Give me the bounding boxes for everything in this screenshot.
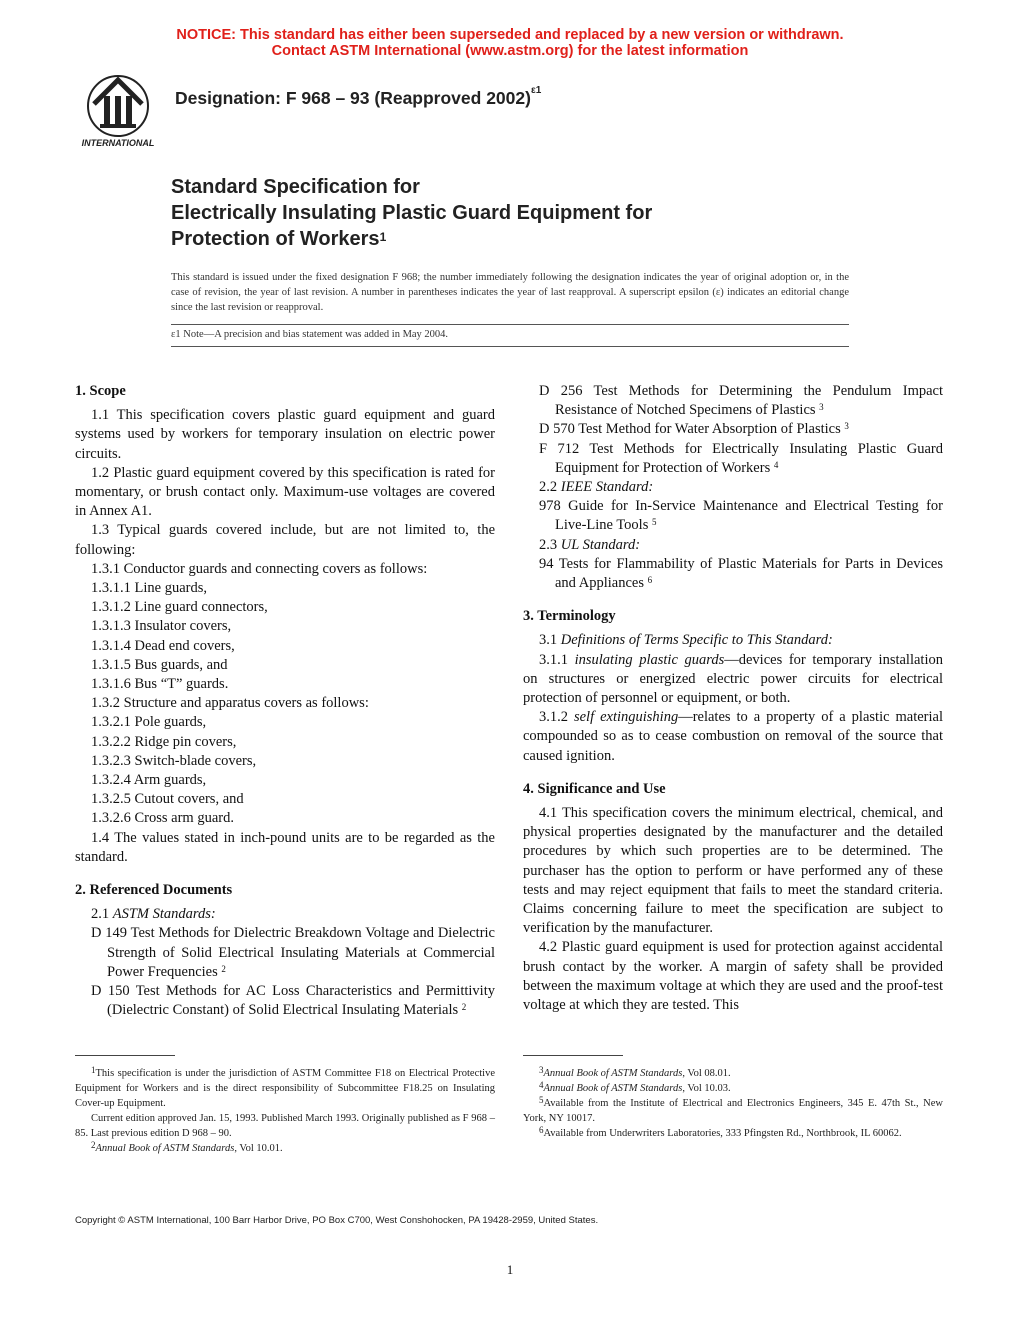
document-title — [171, 174, 871, 252]
reference-d149: D 149 Test Methods for Dielectric Breakdown Voltage and Dielectric Strength of Solid Electrical Insulating Materials at Commercial Power Frequencies $^2$ — [91, 925, 495, 980]
list-item: 1.3.2.2 Ridge pin covers, — [91, 733, 237, 750]
footnotes-left — [75, 1066, 495, 1156]
section-heading-referenced-documents: 2. Referenced Documents — [75, 882, 233, 899]
list-item: 1.3.2 Structure and apparatus covers as follows: — [91, 695, 369, 712]
list-item: 1.3.2.1 Pole guards, — [91, 714, 207, 731]
reference-d150: D 150 Test Methods for AC Loss Characteristics and Permittivity (Dielectric Constant) of Solid Electrical Insulating Materials $^2$ — [91, 983, 495, 1019]
footnote-rule — [75, 1055, 175, 1056]
list-item: 1.3.1.5 Bus guards, and — [91, 656, 228, 673]
para-3-1: 3.1 Definitions of Terms Specific to This Standard: — [539, 632, 833, 649]
astm-logo — [74, 74, 162, 154]
list-item: 1.3.2.3 Switch-blade covers, — [91, 752, 257, 769]
reference-f712: F 712 Test Methods for Electrically Insulating Plastic Guard Equipment for Protection of Workers $^4$ — [539, 440, 943, 476]
right-column — [523, 382, 943, 1015]
title-line-2: Electrically Insulating Plastic Guard Equipment for — [171, 202, 653, 224]
footnote-2: 2Annual Book of ASTM Standards, Vol 10.01. — [91, 1140, 283, 1154]
superseded-notice — [0, 27, 1020, 59]
copyright-line: Copyright © ASTM International, 100 Barr Harbor Drive, PO Box C700, West Conshohocken, PA 19428-2959, United States. — [75, 1215, 599, 1226]
list-item: 1.3.1 Conductor guards and connecting covers as follows: — [91, 560, 428, 577]
editorial-note: ε1 Note—A precision and bias statement was added in May 2004. — [171, 329, 449, 340]
designation — [175, 85, 542, 109]
para-2-2: 2.2 IEEE Standard: — [539, 479, 654, 496]
list-item: 1.3.1.6 Bus “T” guards. — [91, 676, 229, 693]
title-line-3: Protection of Workers$^1$ — [171, 228, 387, 250]
para-4-1: 4.1 This specification covers the minimum electrical, chemical, and physical properties designated by the manufacturer and the detailed procedures by which such properties are to be determined. The purchaser has the option to perform or have performed any of these tests and may reject equipment that fails to meet the standard criteria. Claims concerning failure to meet the specification are subject to verification by the manufacturer. — [523, 805, 943, 937]
footnote-1: 1This specification is under the jurisdiction of ASTM Committee F18 on Electrical Protective Equipment for Workers and is the direct responsibility of Subcommittee F18.25 on Insulating Cover-up Equipment. — [75, 1065, 495, 1109]
reference-d256: D 256 Test Methods for Determining the Pendulum Impact Resistance of Notched Specimens of Plastics $^3$ — [539, 383, 943, 419]
reference-d570: D 570 Test Method for Water Absorption of Plastics $^3$ — [539, 421, 849, 438]
footnote-4: 4Annual Book of ASTM Standards, Vol 10.03. — [539, 1080, 731, 1094]
section-heading-terminology: 3. Terminology — [523, 608, 616, 625]
list-item: 1.3.1.1 Line guards, — [91, 580, 207, 597]
footnote-3: 3Annual Book of ASTM Standards, Vol 08.01. — [539, 1065, 731, 1079]
list-item: 1.3.1.3 Insulator covers, — [91, 618, 232, 635]
para-2-3: 2.3 UL Standard: — [539, 536, 641, 553]
left-column — [75, 382, 495, 1021]
footnote-6: 6Available from Underwriters Laboratories, 333 Pfingsten Rd., Northbrook, IL 60062. — [539, 1125, 902, 1139]
footnote-1-edition: Current edition approved Jan. 15, 1993. Published March 1993. Originally published as F 968 – 85. Last previous edition D 968 – 90. — [75, 1113, 495, 1139]
designation-text: Designation: F 968 – 93 (Reapproved 2002) — [175, 88, 531, 108]
para-1-1: 1.1 This specification covers plastic guard equipment and guard systems used by workers for temporary insulation on electric power circuits. — [75, 407, 495, 462]
divider — [171, 324, 849, 325]
list-item: 1.3.2.4 Arm guards, — [91, 772, 207, 789]
footnotes-right — [523, 1066, 943, 1141]
para-1-3: 1.3 Typical guards covered include, but are not limited to, the following: — [75, 522, 495, 558]
reference-ieee-978: 978 Guide for In-Service Maintenance and Electrical Testing for Live-Line Tools $^5$ — [539, 498, 943, 534]
para-3-1-1: 3.1.1 insulating plastic guards—devices for temporary installation on structures or energized electric power circuits for electrical protection of personnel or equipment, or both. — [523, 651, 943, 707]
para-4-2: 4.2 Plastic guard equipment is used for protection against accidental brush contact by the worker. A margin of safety shall be provided between the maximum voltage at which they are used and the proof-test voltage at which they are tested. This — [523, 939, 943, 1014]
para-1-2: 1.2 Plastic guard equipment covered by this specification is rated for momentary, or brush contact only. Maximum-use voltages are covered in Annex A1. — [75, 464, 495, 520]
list-item: 1.3.1.4 Dead end covers, — [91, 637, 235, 654]
section-heading-significance: 4. Significance and Use — [523, 780, 666, 797]
para-3-1-2: 3.1.2 self extinguishing—relates to a property of a plastic material compounded so as to cease combustion on removal of the source that caused ignition. — [523, 709, 943, 764]
reference-ul-94: 94 Tests for Flammability of Plastic Materials for Parts in Devices and Appliances $^6$ — [539, 555, 943, 592]
divider — [171, 346, 849, 347]
designation-sup: ε1 — [530, 85, 542, 96]
title-line-1: Standard Specification for — [171, 176, 420, 198]
footnote-5: 5Available from the Institute of Electrical and Electronics Engineers, 345 E. 47th St., New York, NY 10017. — [523, 1095, 943, 1124]
para-2-1: 2.1 ASTM Standards: — [91, 906, 216, 923]
list-item: 1.3.1.2 Line guard connectors, — [91, 599, 268, 616]
notice-line-1: NOTICE: This standard has either been superseded and replaced by a new version or withdrawn. — [176, 27, 844, 43]
logo-caption: INTERNATIONAL — [81, 138, 155, 148]
list-item: 1.3.2.5 Cutout covers, and — [91, 791, 244, 808]
notice-line-2: Contact ASTM International (www.astm.org) for the latest information — [271, 43, 749, 59]
section-heading-scope: 1. Scope — [75, 383, 126, 399]
para-1-4: 1.4 The values stated in inch-pound units are to be regarded as the standard. — [75, 829, 495, 865]
list-item: 1.3.2.6 Cross arm guard. — [91, 810, 234, 827]
issued-statement: This standard is issued under the fixed designation F 968; the number immediately following the designation indicates the year of original adoption or, in the case of revision, the year of last revision. A number in parentheses indicates the year of last reapproval. A superscript epsilon (ε) indicates an editorial change since the last revision or reapproval. — [171, 272, 849, 313]
page-number: 1 — [506, 1262, 514, 1277]
footnote-rule — [523, 1055, 623, 1056]
